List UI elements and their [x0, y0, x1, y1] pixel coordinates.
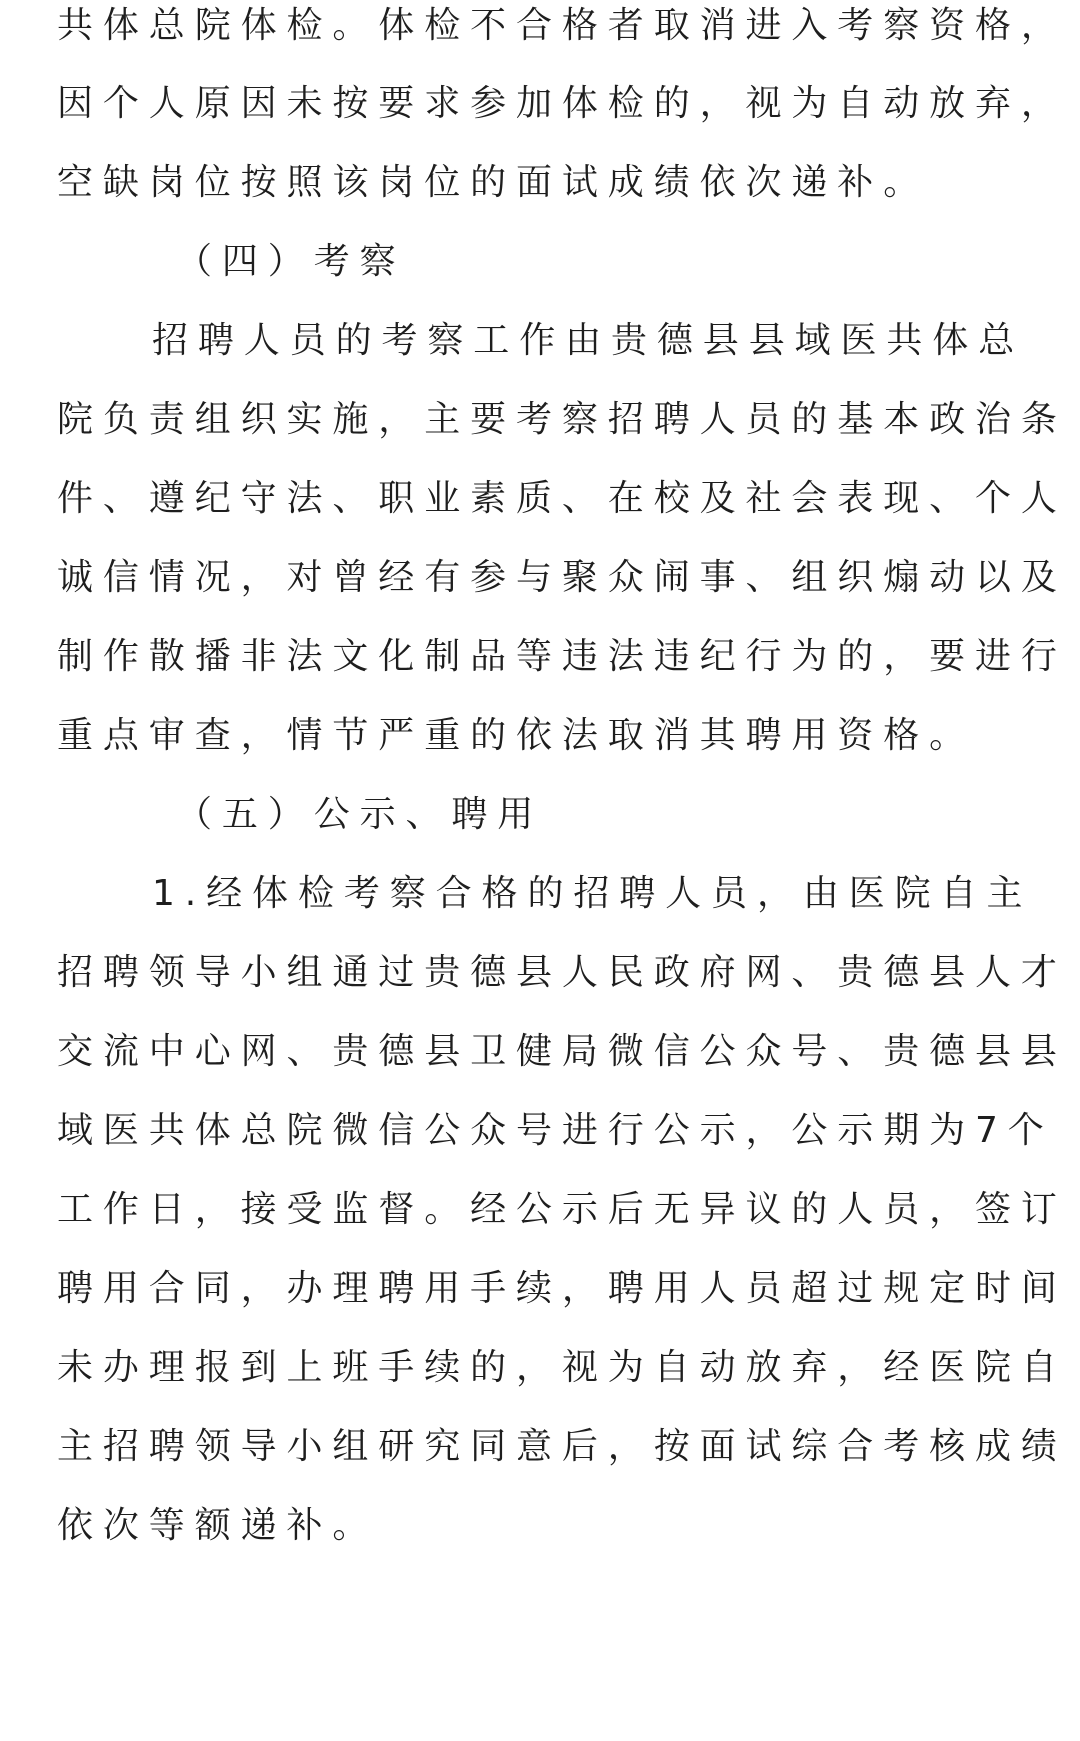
- text-line-2: 因个人原因未按要求参加体检的，视为自动放弃，: [57, 83, 1067, 124]
- text-line-5: 招聘人员的考察工作由贵德县县域医共体总: [152, 320, 1025, 361]
- text-line-18: 未办理报到上班手续的，视为自动放弃，经医院自: [57, 1347, 1067, 1388]
- text-line-16: 工作日，接受监督。经公示后无异议的人员，签订: [57, 1189, 1067, 1230]
- section-heading-5: （五）公示、聘用: [176, 794, 544, 835]
- text-line-1: 共体总院体检。体检不合格者取消进入考察资格，: [57, 5, 1067, 46]
- text-line-17: 聘用合同，办理聘用手续，聘用人员超过规定时间: [57, 1268, 1067, 1309]
- text-line-8: 诚信情况，对曾经有参与聚众闹事、组织煽动以及: [57, 557, 1067, 598]
- text-line-7: 件、遵纪守法、职业素质、在校及社会表现、个人: [57, 478, 1067, 519]
- text-line-12: 1.经体检考察合格的招聘人员，由医院自主: [152, 873, 1033, 914]
- text-line-10: 重点审查，情节严重的依法取消其聘用资格。: [57, 715, 976, 756]
- text-line-6: 院负责组织实施，主要考察招聘人员的基本政治条: [57, 399, 1067, 440]
- section-heading-4: （四）考察: [176, 241, 406, 282]
- text-line-19: 主招聘领导小组研究同意后，按面试综合考核成绩: [57, 1426, 1067, 1467]
- text-line-13: 招聘领导小组通过贵德县人民政府网、贵德县人才: [57, 952, 1067, 993]
- text-line-20: 依次等额递补。: [57, 1505, 379, 1546]
- text-line-9: 制作散播非法文化制品等违法违纪行为的，要进行: [57, 636, 1067, 677]
- text-line-3: 空缺岗位按照该岗位的面试成绩依次递补。: [57, 162, 930, 203]
- text-line-14: 交流中心网、贵德县卫健局微信公众号、贵德县县: [57, 1031, 1067, 1072]
- text-line-15: 域医共体总院微信公众号进行公示，公示期为7个: [57, 1110, 1054, 1151]
